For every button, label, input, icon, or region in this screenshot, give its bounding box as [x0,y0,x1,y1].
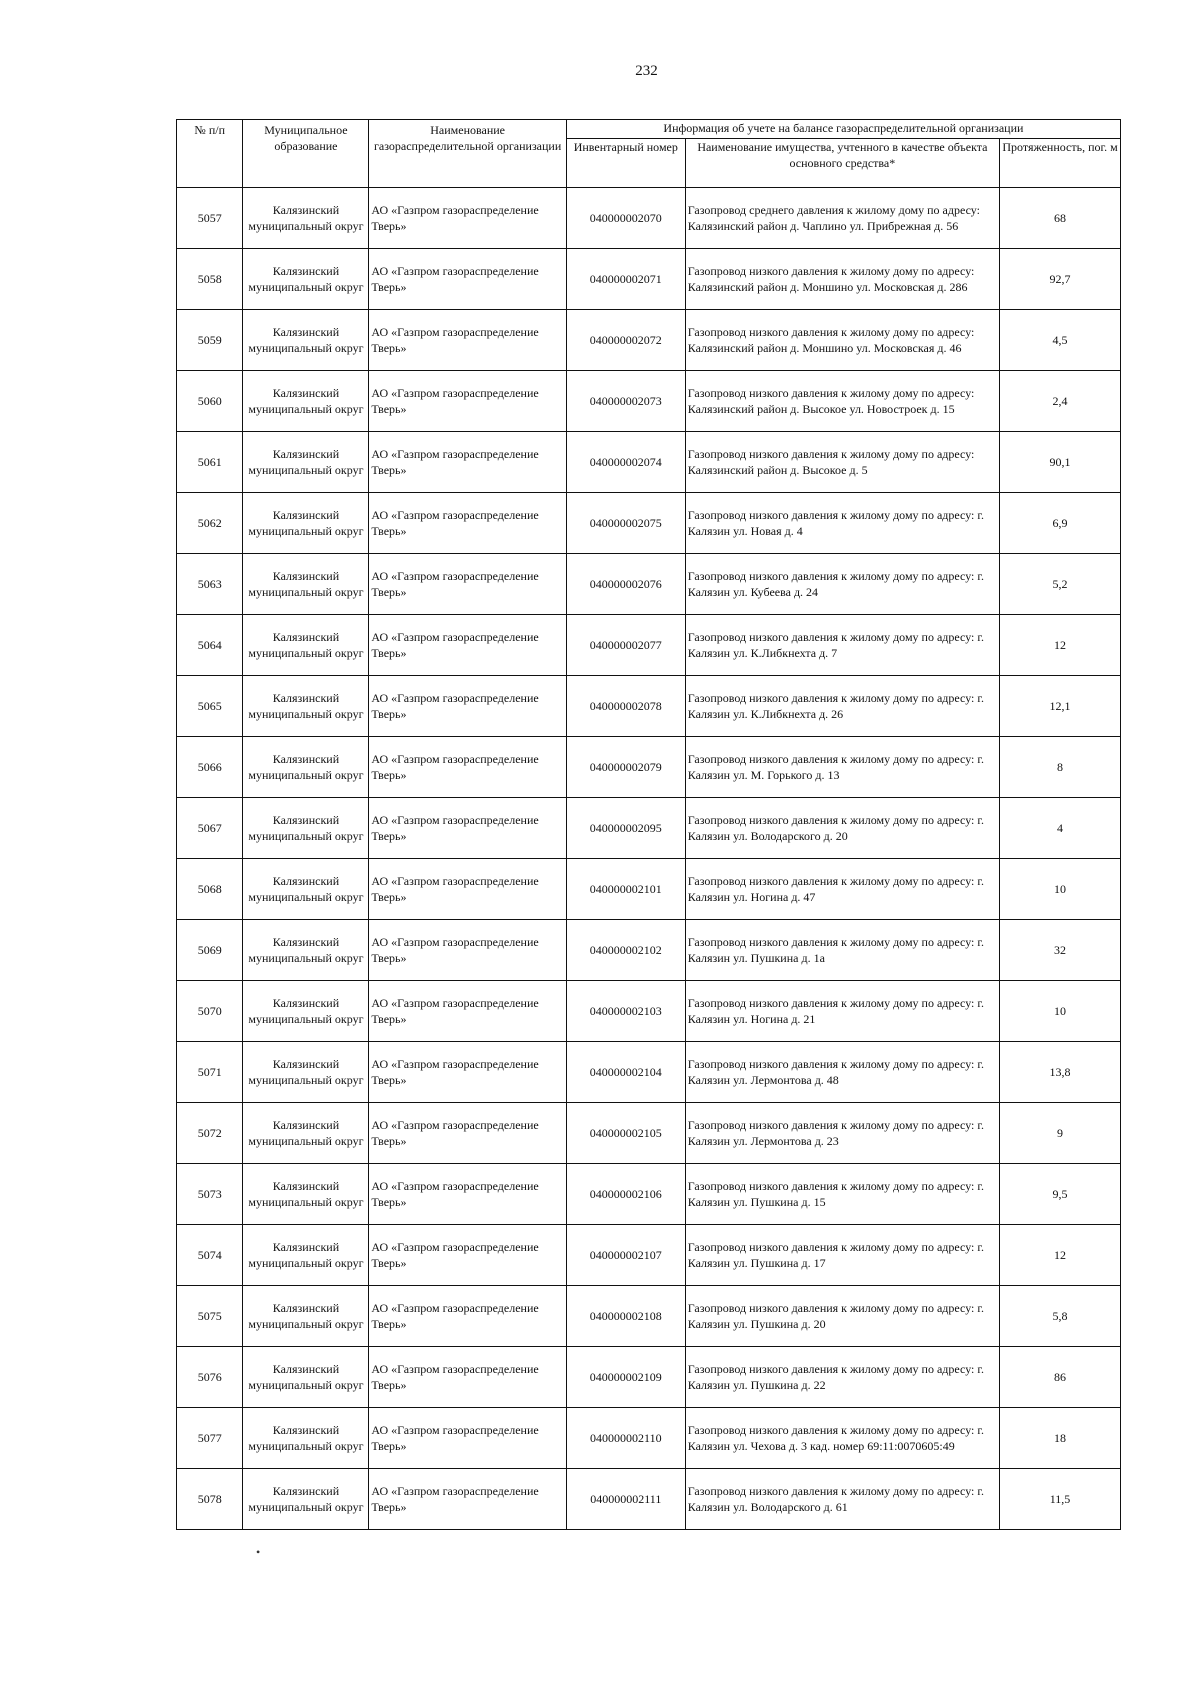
row-number: 5063 [177,554,243,615]
row-inventory-number: 040000002077 [566,615,685,676]
row-organization: АО «Газпром газораспределение Тверь» [369,1225,566,1286]
row-asset-name: Газопровод низкого давления к жилому дому по адресу: г. Калязин ул. Кубеева д. 24 [685,554,999,615]
row-asset-name: Газопровод низкого давления к жилому дому по адресу: г. Калязин ул. Лермонтова д. 48 [685,1042,999,1103]
row-organization: АО «Газпром газораспределение Тверь» [369,1469,566,1530]
row-number: 5069 [177,920,243,981]
row-length: 13,8 [1000,1042,1121,1103]
row-length: 10 [1000,981,1121,1042]
row-number: 5066 [177,737,243,798]
row-organization: АО «Газпром газораспределение Тверь» [369,981,566,1042]
row-organization: АО «Газпром газораспределение Тверь» [369,859,566,920]
row-municipality: Калязинский муниципальный округ [243,1225,369,1286]
row-number: 5070 [177,981,243,1042]
row-organization: АО «Газпром газораспределение Тверь» [369,1042,566,1103]
row-length: 86 [1000,1347,1121,1408]
row-organization: АО «Газпром газораспределение Тверь» [369,920,566,981]
row-number: 5072 [177,1103,243,1164]
row-length: 6,9 [1000,493,1121,554]
table-row [177,1103,1121,1164]
table-row [177,310,1121,371]
row-number: 5068 [177,859,243,920]
row-asset-name: Газопровод низкого давления к жилому дому по адресу: г. Калязин ул. Пушкина д. 15 [685,1164,999,1225]
row-inventory-number: 040000002108 [566,1286,685,1347]
row-number: 5075 [177,1286,243,1347]
row-number: 5062 [177,493,243,554]
row-municipality: Калязинский муниципальный округ [243,249,369,310]
row-organization: АО «Газпром газораспределение Тверь» [369,554,566,615]
row-number: 5058 [177,249,243,310]
row-municipality: Калязинский муниципальный округ [243,188,369,249]
row-number: 5065 [177,676,243,737]
row-length: 92,7 [1000,249,1121,310]
row-asset-name: Газопровод низкого давления к жилому дому по адресу: г. Калязин ул. Пушкина д. 1а [685,920,999,981]
row-number: 5061 [177,432,243,493]
row-number: 5059 [177,310,243,371]
row-length: 5,8 [1000,1286,1121,1347]
row-organization: АО «Газпром газораспределение Тверь» [369,371,566,432]
row-asset-name: Газопровод низкого давления к жилому дому по адресу: г. Калязин ул. Пушкина д. 22 [685,1347,999,1408]
row-inventory-number: 040000002111 [566,1469,685,1530]
row-number: 5071 [177,1042,243,1103]
table-row [177,1225,1121,1286]
row-length: 12 [1000,615,1121,676]
row-inventory-number: 040000002109 [566,1347,685,1408]
row-length: 12,1 [1000,676,1121,737]
row-inventory-number: 040000002107 [566,1225,685,1286]
row-organization: АО «Газпром газораспределение Тверь» [369,432,566,493]
row-municipality: Калязинский муниципальный округ [243,798,369,859]
table-row [177,737,1121,798]
row-municipality: Калязинский муниципальный округ [243,493,369,554]
row-inventory-number: 040000002074 [566,432,685,493]
row-asset-name: Газопровод низкого давления к жилому дому по адресу: г. Калязин ул. Пушкина д. 17 [685,1225,999,1286]
row-asset-name: Газопровод низкого давления к жилому дому по адресу: г. Калязин ул. М. Горького д. 13 [685,737,999,798]
row-number: 5074 [177,1225,243,1286]
table-row [177,371,1121,432]
row-asset-name: Газопровод низкого давления к жилому дому по адресу: Калязинский район д. Моншино ул. Московская д. 286 [685,249,999,310]
row-number: 5057 [177,188,243,249]
row-inventory-number: 040000002106 [566,1164,685,1225]
row-length: 4,5 [1000,310,1121,371]
row-municipality: Калязинский муниципальный округ [243,1347,369,1408]
row-municipality: Калязинский муниципальный округ [243,1286,369,1347]
row-number: 5060 [177,371,243,432]
table-row [177,676,1121,737]
row-asset-name: Газопровод низкого давления к жилому дому по адресу: Калязинский район д. Высокое ул. Новостроек д. 15 [685,371,999,432]
row-municipality: Калязинский муниципальный округ [243,981,369,1042]
row-organization: АО «Газпром газораспределение Тверь» [369,1347,566,1408]
header-balance-group: Информация об учете на балансе газораспределительной организации [566,120,1120,139]
row-municipality: Калязинский муниципальный округ [243,432,369,493]
row-municipality: Калязинский муниципальный округ [243,554,369,615]
row-length: 8 [1000,737,1121,798]
table-row [177,1408,1121,1469]
row-organization: АО «Газпром газораспределение Тверь» [369,737,566,798]
row-number: 5077 [177,1408,243,1469]
row-municipality: Калязинский муниципальный округ [243,859,369,920]
row-municipality: Калязинский муниципальный округ [243,1469,369,1530]
row-length: 90,1 [1000,432,1121,493]
table-row [177,859,1121,920]
row-length: 11,5 [1000,1469,1121,1530]
row-asset-name: Газопровод низкого давления к жилому дому по адресу: г. Калязин ул. Лермонтова д. 23 [685,1103,999,1164]
row-municipality: Калязинский муниципальный округ [243,920,369,981]
table-row [177,798,1121,859]
row-number: 5067 [177,798,243,859]
row-asset-name: Газопровод низкого давления к жилому дому по адресу: г. Калязин ул. Володарского д. 20 [685,798,999,859]
row-length: 2,4 [1000,371,1121,432]
row-inventory-number: 040000002104 [566,1042,685,1103]
row-length: 5,2 [1000,554,1121,615]
row-organization: АО «Газпром газораспределение Тверь» [369,615,566,676]
gas-assets-table [176,119,1121,1530]
row-number: 5064 [177,615,243,676]
table-body [177,188,1121,1530]
header-organization: Наименование газораспределительной организации [369,120,566,188]
row-municipality: Калязинский муниципальный округ [243,1164,369,1225]
table-row [177,1347,1121,1408]
row-length: 18 [1000,1408,1121,1469]
row-inventory-number: 040000002095 [566,798,685,859]
row-inventory-number: 040000002103 [566,981,685,1042]
row-asset-name: Газопровод низкого давления к жилому дому по адресу: г. Калязин ул. К.Либкнехта д. 26 [685,676,999,737]
table-row [177,1469,1121,1530]
row-municipality: Калязинский муниципальный округ [243,1042,369,1103]
row-asset-name: Газопровод низкого давления к жилому дому по адресу: г. Калязин ул. Пушкина д. 20 [685,1286,999,1347]
row-municipality: Калязинский муниципальный округ [243,1408,369,1469]
row-inventory-number: 040000002078 [566,676,685,737]
row-asset-name: Газопровод низкого давления к жилому дому по адресу: г. Калязин ул. Ногина д. 47 [685,859,999,920]
row-inventory-number: 040000002076 [566,554,685,615]
row-length: 4 [1000,798,1121,859]
row-asset-name: Газопровод низкого давления к жилому дому по адресу: г. Калязин ул. Чехова д. 3 кад. номер 69:11:0070605:49 [685,1408,999,1469]
row-length: 9,5 [1000,1164,1121,1225]
row-asset-name: Газопровод низкого давления к жилому дому по адресу: г. Калязин ул. Новая д. 4 [685,493,999,554]
row-length: 32 [1000,920,1121,981]
row-municipality: Калязинский муниципальный округ [243,371,369,432]
header-length: Протяженность, пог. м [1000,139,1121,188]
row-asset-name: Газопровод низкого давления к жилому дому по адресу: г. Калязин ул. Ногина д. 21 [685,981,999,1042]
row-length: 68 [1000,188,1121,249]
row-organization: АО «Газпром газораспределение Тверь» [369,249,566,310]
row-inventory-number: 040000002101 [566,859,685,920]
row-organization: АО «Газпром газораспределение Тверь» [369,493,566,554]
row-length: 10 [1000,859,1121,920]
row-organization: АО «Газпром газораспределение Тверь» [369,188,566,249]
row-asset-name: Газопровод низкого давления к жилому дому по адресу: г. Калязин ул. Володарского д. 61 [685,1469,999,1530]
header-inventory: Инвентарный номер [566,139,685,188]
row-asset-name: Газопровод среднего давления к жилому дому по адресу: Калязинский район д. Чаплино ул. Прибрежная д. 56 [685,188,999,249]
row-organization: АО «Газпром газораспределение Тверь» [369,676,566,737]
row-inventory-number: 040000002105 [566,1103,685,1164]
row-inventory-number: 040000002079 [566,737,685,798]
table-row [177,554,1121,615]
table-row [177,493,1121,554]
table-row [177,188,1121,249]
row-organization: АО «Газпром газораспределение Тверь» [369,1286,566,1347]
row-inventory-number: 040000002072 [566,310,685,371]
header-num: № п/п [177,120,243,188]
row-length: 9 [1000,1103,1121,1164]
table-row [177,249,1121,310]
row-number: 5078 [177,1469,243,1530]
row-organization: АО «Газпром газораспределение Тверь» [369,310,566,371]
row-inventory-number: 040000002070 [566,188,685,249]
row-organization: АО «Газпром газораспределение Тверь» [369,1164,566,1225]
row-municipality: Калязинский муниципальный округ [243,737,369,798]
row-municipality: Калязинский муниципальный округ [243,1103,369,1164]
row-number: 5073 [177,1164,243,1225]
header-municipality: Муниципальное образование [243,120,369,188]
row-inventory-number: 040000002075 [566,493,685,554]
row-asset-name: Газопровод низкого давления к жилому дому по адресу: Калязинский район д. Высокое д. 5 [685,432,999,493]
row-inventory-number: 040000002110 [566,1408,685,1469]
table-row [177,1042,1121,1103]
header-asset-name: Наименование имущества, учтенного в качестве объекта основного средства* [685,139,999,188]
table-row [177,432,1121,493]
table-row [177,615,1121,676]
table-row [177,920,1121,981]
table-header [177,120,1121,188]
page-number: 232 [635,63,658,79]
row-municipality: Калязинский муниципальный округ [243,615,369,676]
table-row [177,1286,1121,1347]
row-municipality: Калязинский муниципальный округ [243,676,369,737]
table-row [177,1164,1121,1225]
row-organization: АО «Газпром газораспределение Тверь» [369,1103,566,1164]
row-number: 5076 [177,1347,243,1408]
row-asset-name: Газопровод низкого давления к жилому дому по адресу: г. Калязин ул. К.Либкнехта д. 7 [685,615,999,676]
row-asset-name: Газопровод низкого давления к жилому дому по адресу: Калязинский район д. Моншино ул. Московская д. 46 [685,310,999,371]
scan-speck: • [256,1545,261,1559]
table-row [177,981,1121,1042]
row-length: 12 [1000,1225,1121,1286]
row-inventory-number: 040000002102 [566,920,685,981]
row-inventory-number: 040000002073 [566,371,685,432]
row-organization: АО «Газпром газораспределение Тверь» [369,1408,566,1469]
row-municipality: Калязинский муниципальный округ [243,310,369,371]
row-inventory-number: 040000002071 [566,249,685,310]
row-organization: АО «Газпром газораспределение Тверь» [369,798,566,859]
